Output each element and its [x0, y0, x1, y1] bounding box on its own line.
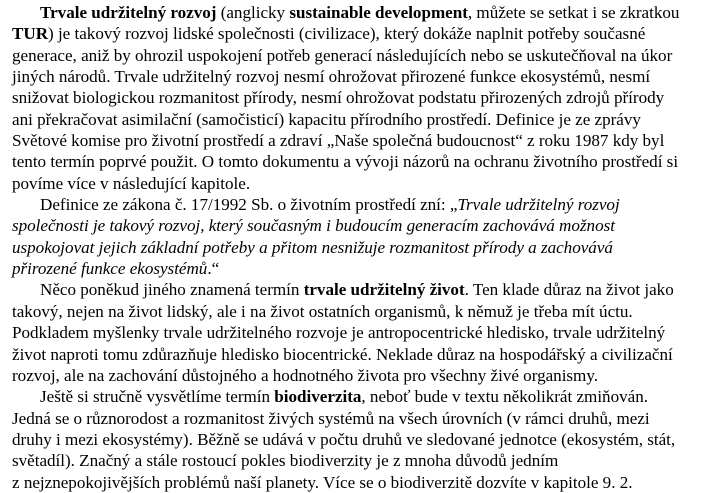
- text-run: , můžete se setkat i se zkratkou: [467, 3, 680, 22]
- italic-quote: uspokojovat jejich základní potřeby a přitom nesnižuje rozmanitost přírody a zachovává: [12, 237, 613, 257]
- text-run: Světové komise pro životní prostředí a zdraví „Naše společná budoucnost“ z roku 1987 kdy byl: [12, 131, 665, 151]
- text-line: [12, 45, 703, 66]
- text-run: jiných národů. Trvale udržitelný rozvoj nesmí ohrožovat přirozené funkce ekosystémů, nesmí: [12, 67, 651, 87]
- text-run: tento termín poprvé použit. O tomto dokumentu a vývoji názorů na ochranu životního prostředí si: [12, 152, 679, 172]
- text-line: [12, 408, 703, 429]
- text-line: [12, 23, 703, 44]
- text-run: ani překračovat asimilační (samočisticí) kapacitu přírodního prostředí. Definice je ze zprávy: [12, 109, 641, 129]
- text-line: [12, 429, 703, 450]
- bold-term: Trvale udržitelný rozvoj: [40, 3, 217, 22]
- text-run: ) je takový rozvoj lidské společnosti (civilizace), který dokáže naplnit potřeby současné: [48, 24, 646, 44]
- text-line: [12, 365, 703, 386]
- text-run: Něco poněkud jiného znamená termín: [40, 280, 304, 300]
- text-line: [12, 386, 703, 407]
- text-line: [12, 279, 703, 300]
- document-text-body: [12, 2, 703, 493]
- italic-quote: přirozené funkce ekosystémů: [12, 259, 208, 279]
- text-line: [12, 215, 703, 236]
- bold-term: trvale udržitelný život: [303, 280, 465, 300]
- text-run: život naproti tomu zdůrazňuje hledisko biocentrické. Neklade důraz na hospodářský a civilizační: [12, 344, 673, 364]
- text-run: takový, nejen na život lidský, ale i na život ostatních organismů, k němuž je třeba mít úctu.: [12, 301, 633, 321]
- text-run: . Ten klade důraz na život jako: [464, 280, 674, 300]
- bold-term: biodiverzita: [274, 387, 362, 407]
- text-run: Definice ze zákona č. 17/1992 Sb. o životním prostředí zní: „: [40, 195, 458, 215]
- text-run: povíme více v následující kapitole.: [12, 173, 251, 193]
- text-line: [12, 87, 703, 108]
- text-run: světadíl). Značný a stále rostoucí pokles biodiverzity je z mnoha důvodů jedním: [12, 451, 559, 471]
- paragraph: [12, 194, 703, 279]
- text-line: [12, 322, 703, 343]
- text-run: .“: [207, 259, 220, 279]
- italic-quote: Trvale udržitelný rozvoj: [457, 195, 620, 215]
- paragraph: [12, 279, 703, 386]
- text-run: Ještě si stručně vysvětlíme termín: [40, 387, 275, 407]
- text-line: [12, 344, 703, 365]
- text-run: rozvoj, ale na zachování důstojného a hodnotného života pro všechny živé organismy.: [12, 365, 599, 385]
- text-run: snižovat biologickou rozmanitost přírody, nesmí ohrožovat podstatu přirozených zdrojů přírody: [12, 88, 665, 108]
- text-run: generace, aniž by ohrozil uspokojení potřeb generací následujících nebo se uskutečňoval na úkor: [12, 45, 673, 65]
- text-run: Jedná se o různorodost a rozmanitost živých systémů na všech úrovních (v rámci druhů, mezi: [12, 408, 650, 428]
- text-line: [12, 258, 703, 279]
- text-line: [12, 472, 703, 493]
- text-line: [12, 301, 703, 322]
- text-run: (anglicky: [216, 3, 290, 22]
- text-line: [12, 130, 703, 151]
- paragraph: [12, 2, 703, 194]
- text-run: Podkladem myšlenky trvale udržitelného rozvoje je antropocentrické hledisko, trvale udržitelný: [12, 323, 666, 343]
- text-line: [12, 237, 703, 258]
- text-run: , neboť bude v textu několikrát zmiňován.: [361, 387, 648, 407]
- text-run: druhy i mezi ekosystémy). Běžně se udává v počtu druhů ve sledované jednotce (ekosystém, stát,: [12, 429, 676, 449]
- text-line: [12, 194, 703, 215]
- bold-term: TUR: [12, 24, 49, 44]
- text-run: z nejznepokojivějších problémů naší planety. Více se o biodiverzitě dozvíte v kapitole 9. 2.: [12, 472, 633, 492]
- text-line: [12, 109, 703, 130]
- text-line: [12, 151, 703, 172]
- text-line: [12, 2, 703, 23]
- italic-quote: společnosti je takový rozvoj, který současným i budoucím generacím zachovává možnost: [12, 216, 615, 236]
- text-line: [12, 173, 703, 194]
- bold-term: sustainable development: [289, 3, 468, 22]
- text-line: [12, 66, 703, 87]
- paragraph: [12, 386, 703, 493]
- text-line: [12, 450, 703, 471]
